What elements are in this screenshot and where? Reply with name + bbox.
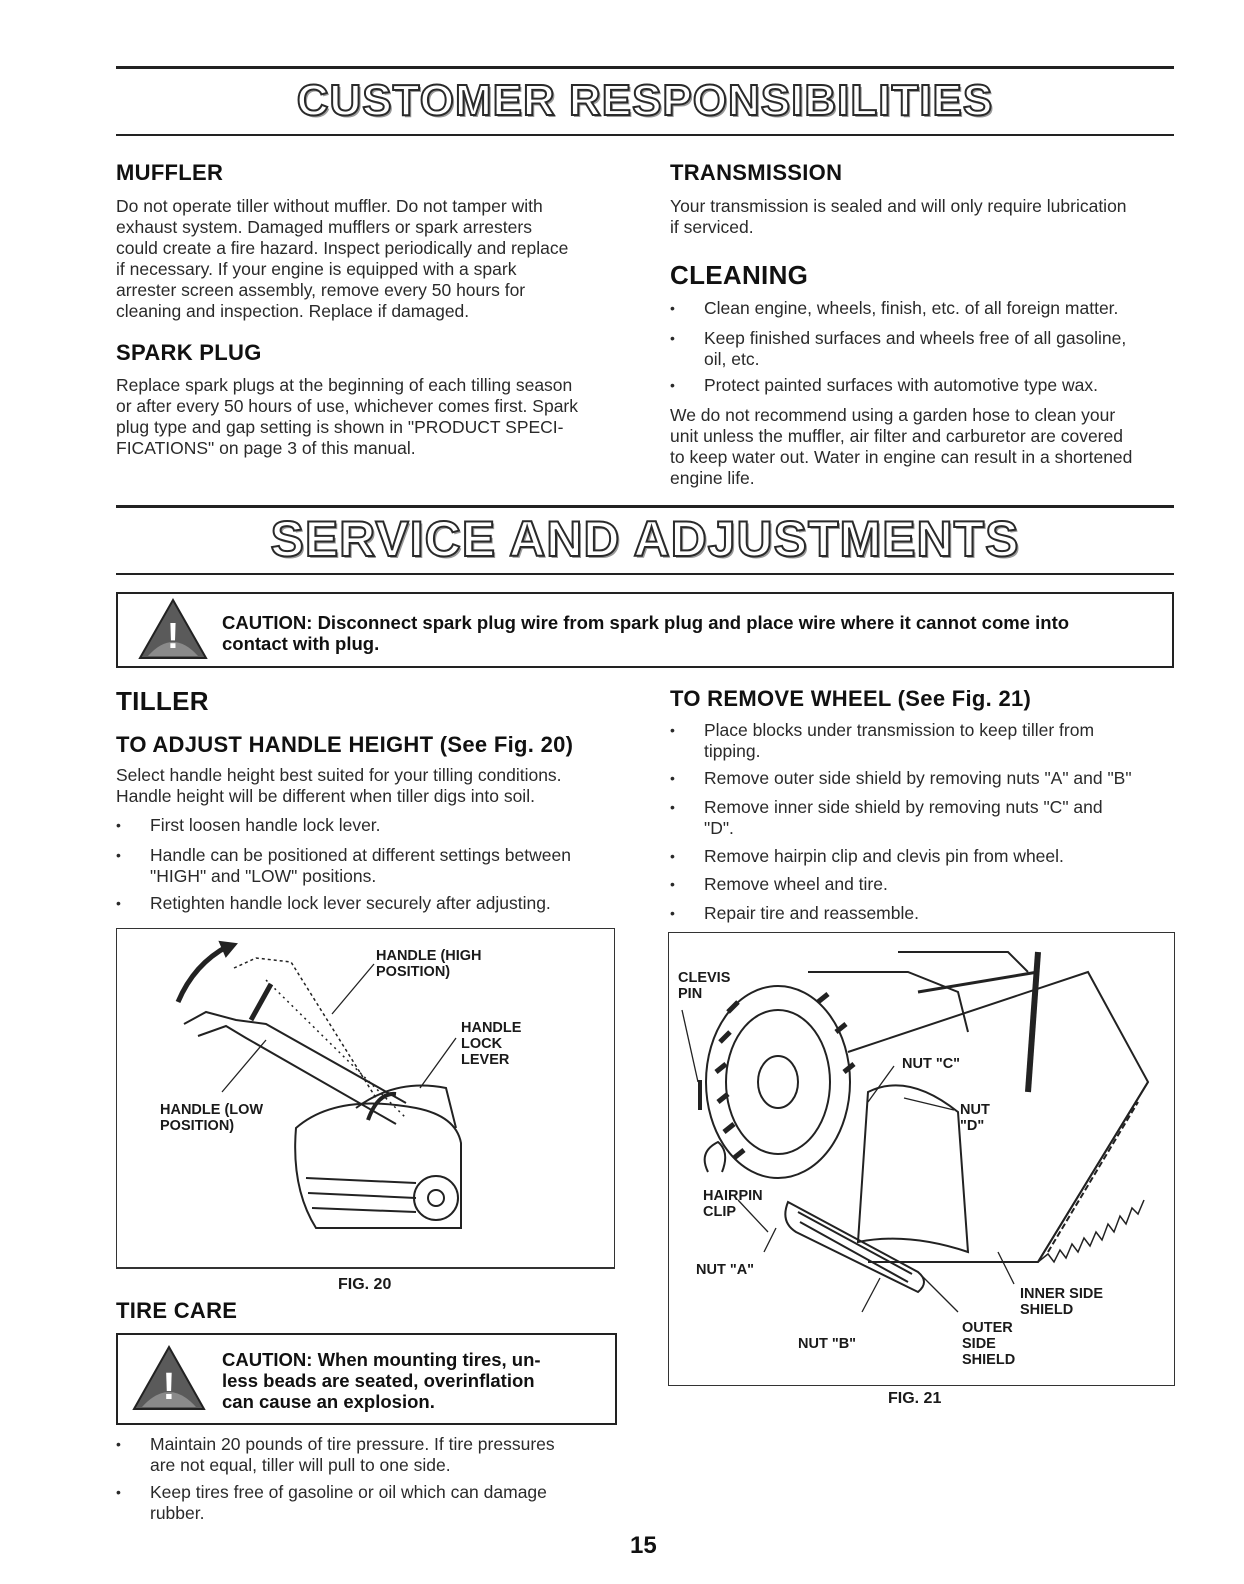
top-rule bbox=[116, 66, 1174, 69]
muffler-line: could create a fire hazard. Inspect periodically and replace bbox=[116, 238, 569, 258]
remove-wheel-bullet-text: "D". bbox=[704, 818, 734, 838]
customer-responsibilities-title: CUSTOMER RESPONSIBILITIES bbox=[296, 76, 994, 125]
bullet-icon: • bbox=[670, 330, 675, 346]
fig21-label-clevis-line: CLEVIS bbox=[678, 970, 731, 986]
fig21-label-outer-shield-line: SIDE bbox=[962, 1336, 996, 1352]
muffler-text bbox=[116, 196, 626, 322]
section-rule bbox=[116, 505, 1174, 508]
bullet-icon: • bbox=[116, 895, 121, 911]
cleaning-bullet-text: oil, etc. bbox=[704, 349, 760, 369]
fig21-label-hairpin-line: HAIRPIN bbox=[703, 1188, 763, 1204]
cleaning-bullet bbox=[670, 298, 1175, 319]
remove-wheel-bullet-text: Remove inner side shield by removing nuts "C" and bbox=[704, 797, 1103, 817]
tire-care-bullet-text: Keep tires free of gasoline or oil which can damage bbox=[150, 1482, 547, 1502]
fig21-label-inner-shield bbox=[1020, 1286, 1103, 1318]
tire-care-bullet-text: are not equal, tiller will pull to one side. bbox=[150, 1455, 451, 1475]
spark-plug-line: Replace spark plugs at the beginning of each tilling season bbox=[116, 375, 573, 395]
fig-20-caption: FIG. 20 bbox=[338, 1276, 392, 1293]
bullet-icon: • bbox=[670, 722, 675, 738]
spark-plug-text bbox=[116, 375, 626, 459]
remove-wheel-bullet-text: Repair tire and reassemble. bbox=[704, 903, 919, 923]
remove-wheel-bullet-text: Remove hairpin clip and clevis pin from wheel. bbox=[704, 846, 1064, 866]
remove-wheel-bullet bbox=[670, 846, 1175, 867]
warning-triangle-icon bbox=[132, 1345, 206, 1411]
transmission-line: if serviced. bbox=[670, 217, 754, 237]
transmission-line: Your transmission is sealed and will only require lubrication bbox=[670, 196, 1127, 216]
bullet-icon: • bbox=[670, 377, 675, 393]
bullet-icon: • bbox=[116, 1436, 121, 1452]
fig21-label-nut-d-line: "D" bbox=[960, 1118, 985, 1134]
spark-plug-line: plug type and gap setting is shown in "PRODUCT SPECI- bbox=[116, 417, 564, 437]
fig21-label-inner-shield-line: SHIELD bbox=[1020, 1302, 1074, 1318]
handle-height-intro-line: Handle height will be different when tiller digs into soil. bbox=[116, 786, 535, 806]
warning-triangle-icon bbox=[138, 598, 208, 660]
remove-wheel-bullet-text: Remove wheel and tire. bbox=[704, 874, 888, 894]
fig20-label-high-line: HANDLE (HIGH bbox=[376, 948, 482, 964]
bullet-icon: • bbox=[670, 848, 675, 864]
fig21-label-outer-shield-line: OUTER bbox=[962, 1320, 1013, 1336]
cleaning-note-line: to keep water out. Water in engine can result in a shortened bbox=[670, 447, 1133, 467]
fig21-label-outer-shield bbox=[962, 1320, 1015, 1368]
fig21-label-clevis-line: PIN bbox=[678, 986, 703, 1002]
fig20-label-lock bbox=[461, 1020, 521, 1068]
fig20-label-high-line: POSITION) bbox=[376, 964, 451, 980]
tiller-bullet-text: First loosen handle lock lever. bbox=[150, 815, 381, 835]
tire-care-bullet-text: rubber. bbox=[150, 1503, 205, 1523]
muffler-line: if necessary. If your engine is equipped with a spark bbox=[116, 259, 517, 279]
tiller-bullet-text: "HIGH" and "LOW" positions. bbox=[150, 866, 377, 886]
remove-wheel-bullet bbox=[670, 797, 1175, 839]
service-under-rule bbox=[116, 573, 1174, 575]
service-adjustments-title: SERVICE AND ADJUSTMENTS bbox=[270, 511, 1020, 567]
bullet-icon: • bbox=[116, 1484, 121, 1500]
fig20-label-high bbox=[376, 948, 482, 980]
fig21-label-nut-c: NUT "C" bbox=[902, 1056, 961, 1072]
fig-21-caption: FIG. 21 bbox=[888, 1390, 942, 1407]
caution-main-line: contact with plug. bbox=[222, 633, 380, 654]
tiller-bullet-text: Retighten handle lock lever securely after adjusting. bbox=[150, 893, 551, 913]
tire-care-bullet bbox=[116, 1434, 626, 1476]
svg-text:!: ! bbox=[162, 1366, 176, 1408]
caution-box-tires bbox=[116, 1333, 617, 1425]
cleaning-bullet-text: Keep finished surfaces and wheels free of all gasoline, bbox=[704, 328, 1127, 348]
fig20-label-lock-line: HANDLE bbox=[461, 1020, 522, 1036]
remove-wheel-bullet bbox=[670, 720, 1175, 762]
fig21-label-hairpin-line: CLIP bbox=[703, 1204, 737, 1220]
cleaning-bullet-text: Protect painted surfaces with automotive type wax. bbox=[704, 375, 1098, 395]
caution-box-main bbox=[116, 592, 1174, 668]
fig20-label-lock-line: LEVER bbox=[461, 1052, 510, 1068]
caution-tires-line: less beads are seated, overinflation bbox=[222, 1370, 535, 1391]
svg-text:!: ! bbox=[167, 615, 179, 656]
tire-care-heading: TIRE CARE bbox=[116, 1298, 238, 1323]
fig21-label-outer-shield-line: SHIELD bbox=[962, 1352, 1016, 1368]
muffler-line: cleaning and inspection. Replace if damaged. bbox=[116, 301, 470, 321]
fig21-label-nut-b: NUT "B" bbox=[798, 1336, 857, 1352]
remove-wheel-bullet bbox=[670, 903, 1175, 924]
tiller-bullet bbox=[116, 845, 626, 887]
title-under-rule bbox=[116, 134, 1174, 136]
fig21-label-inner-shield-line: INNER SIDE bbox=[1020, 1286, 1103, 1302]
tiller-heading: TILLER bbox=[116, 686, 209, 716]
remove-wheel-bullet-text: Place blocks under transmission to keep tiller from bbox=[704, 720, 1095, 740]
tiller-bullet bbox=[116, 893, 626, 914]
fig20-label-low-line: HANDLE (LOW bbox=[160, 1102, 264, 1118]
caution-tires-line: can cause an explosion. bbox=[222, 1391, 435, 1412]
tiller-bullet bbox=[116, 815, 626, 836]
muffler-line: arrester screen assembly, remove every 50 hours for bbox=[116, 280, 526, 300]
fig21-label-hairpin bbox=[703, 1188, 763, 1220]
fig21-label-clevis bbox=[678, 970, 730, 1002]
remove-wheel-heading: TO REMOVE WHEEL (See Fig. 21) bbox=[670, 686, 1032, 711]
bullet-icon: • bbox=[670, 770, 675, 786]
caution-tires-line: CAUTION: When mounting tires, un- bbox=[222, 1349, 541, 1370]
tiller-bullet-text: Handle can be positioned at different settings between bbox=[150, 845, 571, 865]
handle-height-heading: TO ADJUST HANDLE HEIGHT (See Fig. 20) bbox=[116, 732, 574, 757]
spark-plug-line: or after every 50 hours of use, whichever comes first. Spark bbox=[116, 396, 578, 416]
caution-main-line: CAUTION: Disconnect spark plug wire from spark plug and place wire where it cannot come into bbox=[222, 612, 1070, 633]
bullet-icon: • bbox=[670, 799, 675, 815]
muffler-line: exhaust system. Damaged mufflers or spark arresters bbox=[116, 217, 532, 237]
bullet-icon: • bbox=[116, 817, 121, 833]
transmission-heading: TRANSMISSION bbox=[670, 160, 843, 185]
cleaning-note-line: unit unless the muffler, air filter and carburetor are covered bbox=[670, 426, 1123, 446]
cleaning-bullet-text: Clean engine, wheels, finish, etc. of all foreign matter. bbox=[704, 298, 1119, 318]
cleaning-note-line: We do not recommend using a garden hose to clean your bbox=[670, 405, 1116, 425]
remove-wheel-bullet-text: Remove outer side shield by removing nuts "A" and "B" bbox=[704, 768, 1132, 788]
fig20-label-low bbox=[160, 1102, 263, 1134]
page-number: 15 bbox=[630, 1532, 657, 1559]
tire-care-bullet bbox=[116, 1482, 626, 1524]
bullet-icon: • bbox=[670, 876, 675, 892]
handle-height-intro bbox=[116, 765, 626, 807]
bullet-icon: • bbox=[670, 905, 675, 921]
muffler-line: Do not operate tiller without muffler. Do not tamper with bbox=[116, 196, 543, 216]
cleaning-bullet bbox=[670, 375, 1175, 396]
cleaning-heading: CLEANING bbox=[670, 260, 809, 290]
handle-height-intro-line: Select handle height best suited for your tilling conditions. bbox=[116, 765, 562, 785]
fig21-label-nut-a: NUT "A" bbox=[696, 1262, 755, 1278]
bullet-icon: • bbox=[116, 847, 121, 863]
spark-plug-line: FICATIONS" on page 3 of this manual. bbox=[116, 438, 416, 458]
cleaning-bullet bbox=[670, 328, 1175, 370]
remove-wheel-bullet bbox=[670, 768, 1175, 789]
fig21-label-nut-d bbox=[960, 1102, 990, 1134]
fig20-label-lock-line: LOCK bbox=[461, 1036, 503, 1052]
spark-plug-heading: SPARK PLUG bbox=[116, 340, 262, 365]
fig20-label-low-line: POSITION) bbox=[160, 1118, 235, 1134]
tire-care-bullet-text: Maintain 20 pounds of tire pressure. If tire pressures bbox=[150, 1434, 555, 1454]
remove-wheel-bullet bbox=[670, 874, 1175, 895]
fig-20-illustration bbox=[116, 928, 613, 1266]
fig21-label-nut-d-line: NUT bbox=[960, 1102, 990, 1118]
muffler-heading: MUFFLER bbox=[116, 160, 224, 185]
bullet-icon: • bbox=[670, 300, 675, 316]
cleaning-note-line: engine life. bbox=[670, 468, 755, 488]
remove-wheel-bullet-text: tipping. bbox=[704, 741, 761, 761]
transmission-text bbox=[670, 196, 1175, 238]
cleaning-note bbox=[670, 405, 1175, 489]
